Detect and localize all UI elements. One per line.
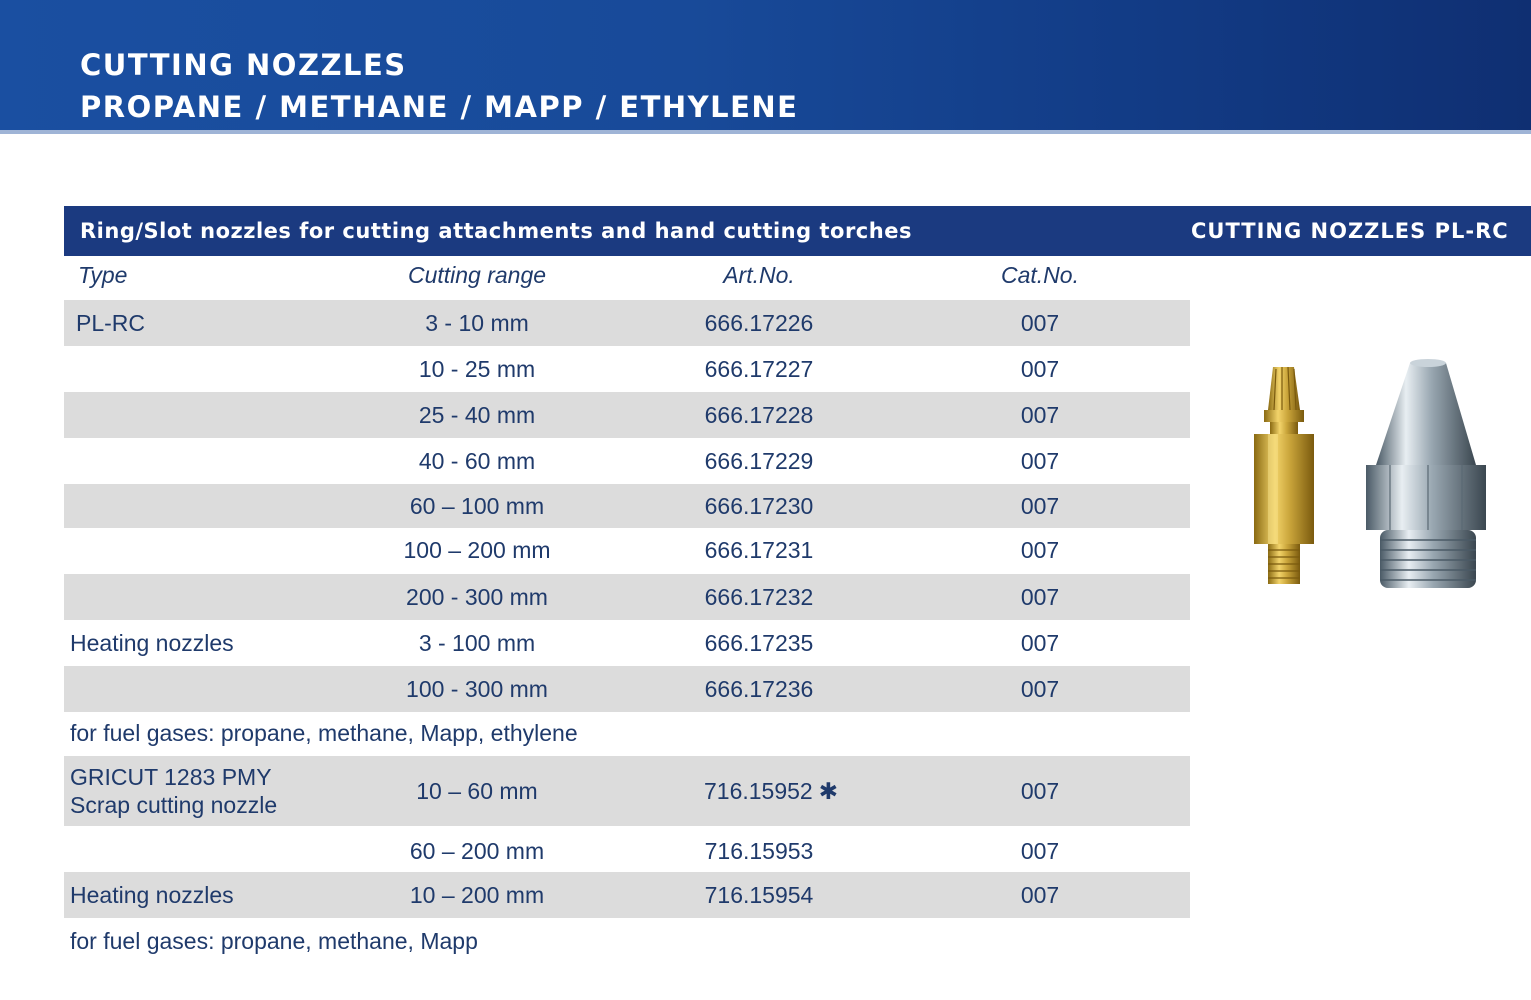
- table-row: [64, 300, 1190, 346]
- column-header-art-no: Art.No.: [723, 262, 795, 288]
- brass-nozzle: [1254, 367, 1314, 584]
- table-row: [64, 620, 1190, 666]
- page-banner: [0, 0, 1531, 132]
- cell-type: Heating nozzles: [70, 630, 234, 656]
- cell-cat-no: 007: [1020, 356, 1060, 382]
- cell-cutting-range: 100 - 300 mm: [406, 676, 548, 702]
- cell-art-no: 666.17230: [704, 493, 814, 519]
- nozzle-illustration: [1240, 355, 1500, 600]
- cell-type: GRICUT 1283 PMY: [70, 764, 272, 790]
- table-caption: Ring/Slot nozzles for cutting attachments and hand cutting torches: [80, 219, 912, 243]
- cell-cutting-range: 25 - 40 mm: [418, 402, 536, 428]
- cell-cutting-range: 60 – 100 mm: [409, 493, 545, 519]
- cell-cutting-range: 10 - 25 mm: [418, 356, 536, 382]
- cell-cat-no: 007: [1020, 778, 1060, 804]
- cell-art-no: 716.15953: [704, 838, 814, 864]
- cell-art-no: 716.15954: [704, 882, 814, 908]
- cell-type: PL-RC: [76, 310, 146, 336]
- cell-type: Heating nozzles: [70, 882, 234, 908]
- cell-cat-no: 007: [1020, 676, 1060, 702]
- cell-art-no: 666.17228: [704, 402, 814, 428]
- column-header-type: Type: [78, 262, 128, 288]
- table-row: [64, 346, 1190, 392]
- cell-cat-no: 007: [1020, 493, 1060, 519]
- steel-nozzle: [1366, 359, 1486, 588]
- table-row: [64, 484, 1190, 528]
- column-header-cutting-range: Cutting range: [407, 262, 547, 288]
- cell-art-no: 666.17227: [704, 356, 814, 382]
- cell-cat-no: 007: [1020, 310, 1060, 336]
- cell-cat-no: 007: [1020, 882, 1060, 908]
- product-image: [1240, 355, 1500, 600]
- cell-art-no: 666.17236: [704, 676, 814, 702]
- table-row: [64, 438, 1190, 484]
- column-header-cat-no: Cat.No.: [1001, 262, 1079, 288]
- cell-art-no: 666.17232: [704, 584, 814, 610]
- table-row: [64, 826, 1190, 872]
- table-row: [64, 392, 1190, 438]
- table-row: [64, 756, 1190, 826]
- cell-cutting-range: 200 - 300 mm: [406, 584, 548, 610]
- cell-cat-no: 007: [1020, 402, 1060, 428]
- table-row: [64, 528, 1190, 574]
- cell-cat-no: 007: [1020, 838, 1060, 864]
- cell-cutting-range: 60 – 200 mm: [409, 838, 545, 864]
- cell-cat-no: 007: [1020, 537, 1060, 563]
- cell-cutting-range: 40 - 60 mm: [418, 448, 536, 474]
- banner-divider: [0, 130, 1531, 134]
- table-row: [64, 666, 1190, 712]
- table-row: [64, 872, 1190, 918]
- cell-cat-no: 007: [1020, 448, 1060, 474]
- product-side-label: CUTTING NOZZLES PL-RC: [1191, 219, 1509, 243]
- fuel-gas-note: for fuel gases: propane, methane, Mapp: [70, 928, 478, 954]
- cell-cutting-range: 3 - 100 mm: [418, 630, 536, 656]
- cell-type-description: Scrap cutting nozzle: [70, 792, 278, 818]
- banner-title: CUTTING NOZZLES: [80, 48, 407, 82]
- cell-cutting-range: 10 – 60 mm: [416, 778, 538, 804]
- cell-art-no: 666.17231: [704, 537, 814, 563]
- cell-cutting-range: 10 – 200 mm: [409, 882, 545, 908]
- cell-art-no: 666.17235: [704, 630, 814, 656]
- asterisk-icon: ✱: [818, 778, 839, 804]
- fuel-gas-note: for fuel gases: propane, methane, Mapp, ethylene: [70, 720, 578, 746]
- art-no-value: 716.15952: [704, 778, 813, 804]
- table-row: [64, 574, 1190, 620]
- table-header-bar: [64, 206, 1531, 256]
- cell-cutting-range: 100 – 200 mm: [403, 537, 551, 563]
- cell-cat-no: 007: [1020, 630, 1060, 656]
- cell-cat-no: 007: [1020, 584, 1060, 610]
- cell-art-no: [704, 778, 838, 805]
- banner-subtitle: PROPANE / METHANE / MAPP / ETHYLENE: [80, 90, 799, 124]
- cell-art-no: 666.17229: [704, 448, 814, 474]
- cell-art-no: 666.17226: [704, 310, 814, 336]
- cell-cutting-range: 3 - 10 mm: [425, 310, 529, 336]
